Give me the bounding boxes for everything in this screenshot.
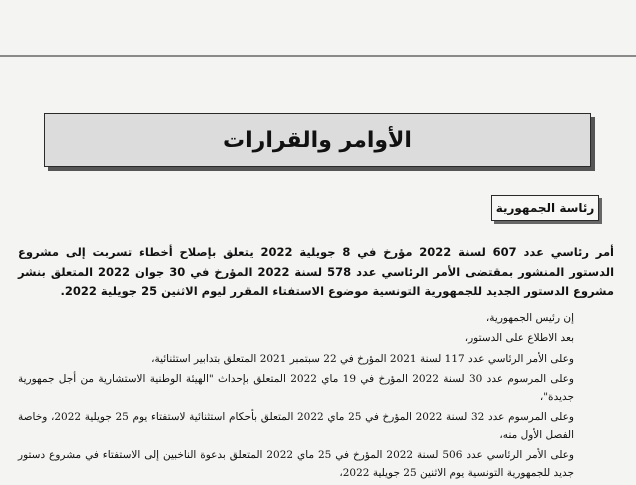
preamble-line: وعلى المرسوم عدد 32 لسنة 2022 المؤرخ في 25 ماي 2022 المتعلق بأحكام استثنائية لاستفتاء يوم 25 جويلية 2022، وخاصة الفصل الأول منه، — [18, 411, 574, 441]
top-divider — [0, 55, 636, 57]
preamble-line: إن رئيس الجمهورية، — [485, 311, 574, 324]
ministry-box — [491, 195, 599, 221]
ministry-label: رئاسة الجمهورية — [495, 201, 595, 215]
decree-body — [18, 243, 614, 485]
section-title: الأوامر والقرارات — [223, 127, 412, 153]
preamble-line: وعلى الأمر الرئاسي عدد 117 لسنة 2021 المؤرخ في 22 سبتمبر 2021 المتعلق بتدابير استثنائية، — [151, 352, 574, 365]
preamble-line: وعلى المرسوم عدد 30 لسنة 2022 المؤرخ في 19 ماي 2022 المتعلق بإحداث "الهيئة الوطنية الاستشارية من أجل جمهورية جديدة"، — [18, 373, 575, 403]
preamble-line: بعد الاطلاع على الدستور، — [464, 332, 574, 344]
preamble-line: وعلى الأمر الرئاسي عدد 506 لسنة 2022 المؤرخ في 25 ماي 2022 المتعلق بدعوة الناخبين إلى الاستفتاء في مشروع دستور جديد للجمهورية التونسية يوم الاثنين 25 جويلية 2022، — [18, 449, 575, 479]
section-header-box — [44, 113, 591, 167]
decree-title: أمر رئاسي عدد 607 لسنة 2022 مؤرخ في 8 جويلية 2022 يتعلق بإصلاح أخطاء تسربت إلى مشروع الدستور المنشور بمقتضى الأمر الرئاسي عدد 578 لسنة 2022 المؤرخ في 30 جوان 2022 المتعلق بنشر مشروع الدستور الجديد للجمهورية التونسية موضوع الاستفتاء المقرر ليوم الاثنين 25 جويلية 2022. — [18, 245, 615, 298]
